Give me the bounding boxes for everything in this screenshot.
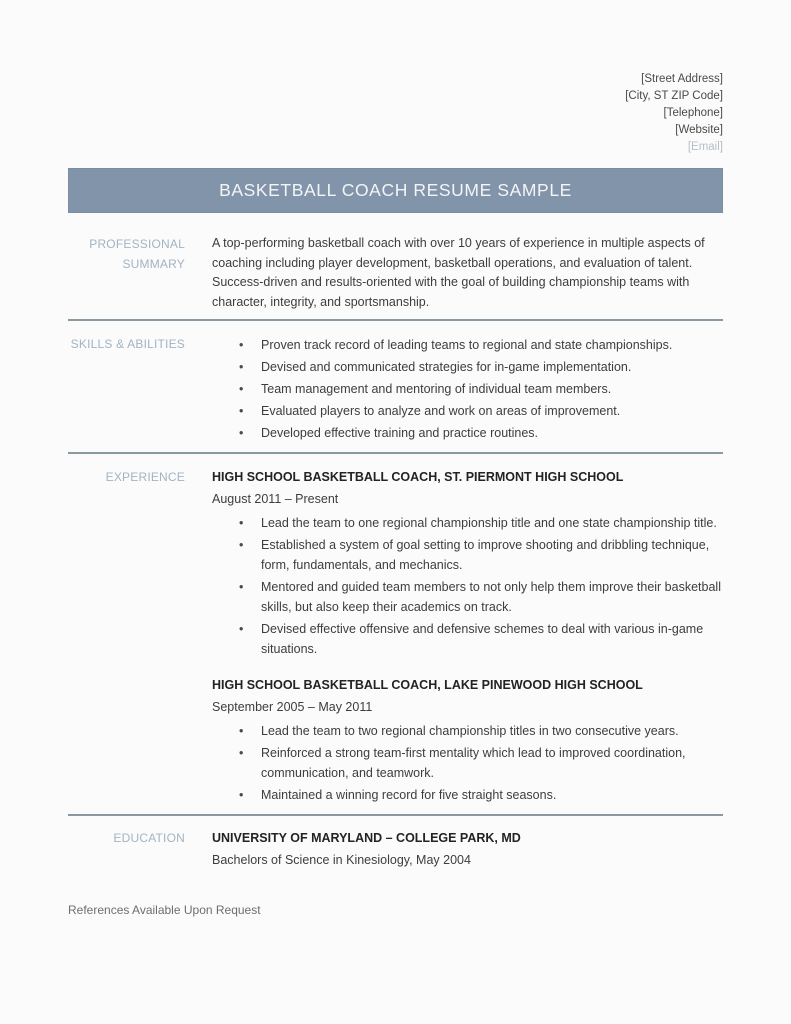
- section-label-experience: EXPERIENCE: [105, 470, 185, 484]
- contact-lines: [68, 71, 723, 139]
- section-divider: [68, 452, 723, 454]
- education-school: UNIVERSITY OF MARYLAND – COLLEGE PARK, MD: [212, 831, 521, 845]
- education-degree: Bachelors of Science in Kinesiology, May 2004: [212, 853, 471, 867]
- section-skills-abilities: [68, 334, 723, 445]
- job-bullet-list: [239, 513, 723, 659]
- job-bullet-list: [239, 721, 723, 805]
- job-title: HIGH SCHOOL BASKETBALL COACH, ST. PIERMONT HIGH SCHOOL: [212, 470, 624, 484]
- contact-block: [68, 0, 723, 156]
- section-education: [68, 828, 723, 870]
- skills-bullet-item: • Developed effective training and practice routines.: [239, 423, 723, 443]
- contact-line: [City, ST ZIP Code]: [625, 90, 723, 102]
- contact-line: [Telephone]: [663, 107, 723, 119]
- experience-jobs: [212, 467, 723, 807]
- skills-bullet-list: [239, 335, 723, 443]
- resume-title-banner: [68, 168, 723, 213]
- job-bullet-item: • Maintained a winning record for five straight seasons.: [239, 785, 723, 805]
- contact-line: [Website]: [675, 124, 723, 136]
- job-bullet-item: • Reinforced a strong team-first mentality which lead to improved coordination, communication, and teamwork.: [239, 743, 723, 783]
- experience-job: [212, 467, 723, 659]
- contact-line: [Street Address]: [641, 73, 723, 85]
- section-label-professional-summary: PROFESSIONAL SUMMARY: [89, 237, 185, 271]
- section-experience: [68, 467, 723, 807]
- section-label-education: EDUCATION: [113, 831, 185, 845]
- job-dates: August 2011 – Present: [212, 492, 339, 506]
- job-title: HIGH SCHOOL BASKETBALL COACH, LAKE PINEWOOD HIGH SCHOOL: [212, 678, 643, 692]
- job-dates: September 2005 – May 2011: [212, 700, 373, 714]
- section-divider: [68, 814, 723, 816]
- section-divider: [68, 319, 723, 321]
- skills-bullet-item: • Evaluated players to analyze and work on areas of improvement.: [239, 401, 723, 421]
- skills-bullet-item: • Devised and communicated strategies for in-game implementation.: [239, 357, 723, 377]
- job-bullet-item: • Devised effective offensive and defensive schemes to deal with various in-game situations.: [239, 619, 723, 659]
- professional-summary-text: A top-performing basketball coach with over 10 years of experience in multiple aspects of coaching including player development, basketball operations, and evaluation of talent. Success-driven and results-oriented with the goal of building championship teams with character, integrity, and sportsmanship.: [212, 236, 705, 309]
- skills-bullet-item: • Team management and mentoring of individual team members.: [239, 379, 723, 399]
- skills-bullet-item: • Proven track record of leading teams to regional and state championships.: [239, 335, 723, 355]
- section-label-skills-abilities: SKILLS & ABILITIES: [70, 337, 185, 351]
- job-bullet-item: • Lead the team to one regional championship title and one state championship title.: [239, 513, 723, 533]
- job-bullet-item: • Lead the team to two regional championship titles in two consecutive years.: [239, 721, 723, 741]
- job-bullet-item: • Mentored and guided team members to not only help them improve their basketball skills, but also keep their academics on track.: [239, 577, 723, 617]
- job-bullet-item: • Established a system of goal setting to improve shooting and dribbling technique, form, fundamentals, and mechanics.: [239, 535, 723, 575]
- contact-email: [Email]: [687, 141, 723, 153]
- resume-title: BASKETBALL COACH RESUME SAMPLE: [219, 180, 572, 200]
- references-note: References Available Upon Request: [68, 903, 261, 917]
- section-professional-summary: [68, 234, 723, 312]
- experience-job: [212, 675, 723, 805]
